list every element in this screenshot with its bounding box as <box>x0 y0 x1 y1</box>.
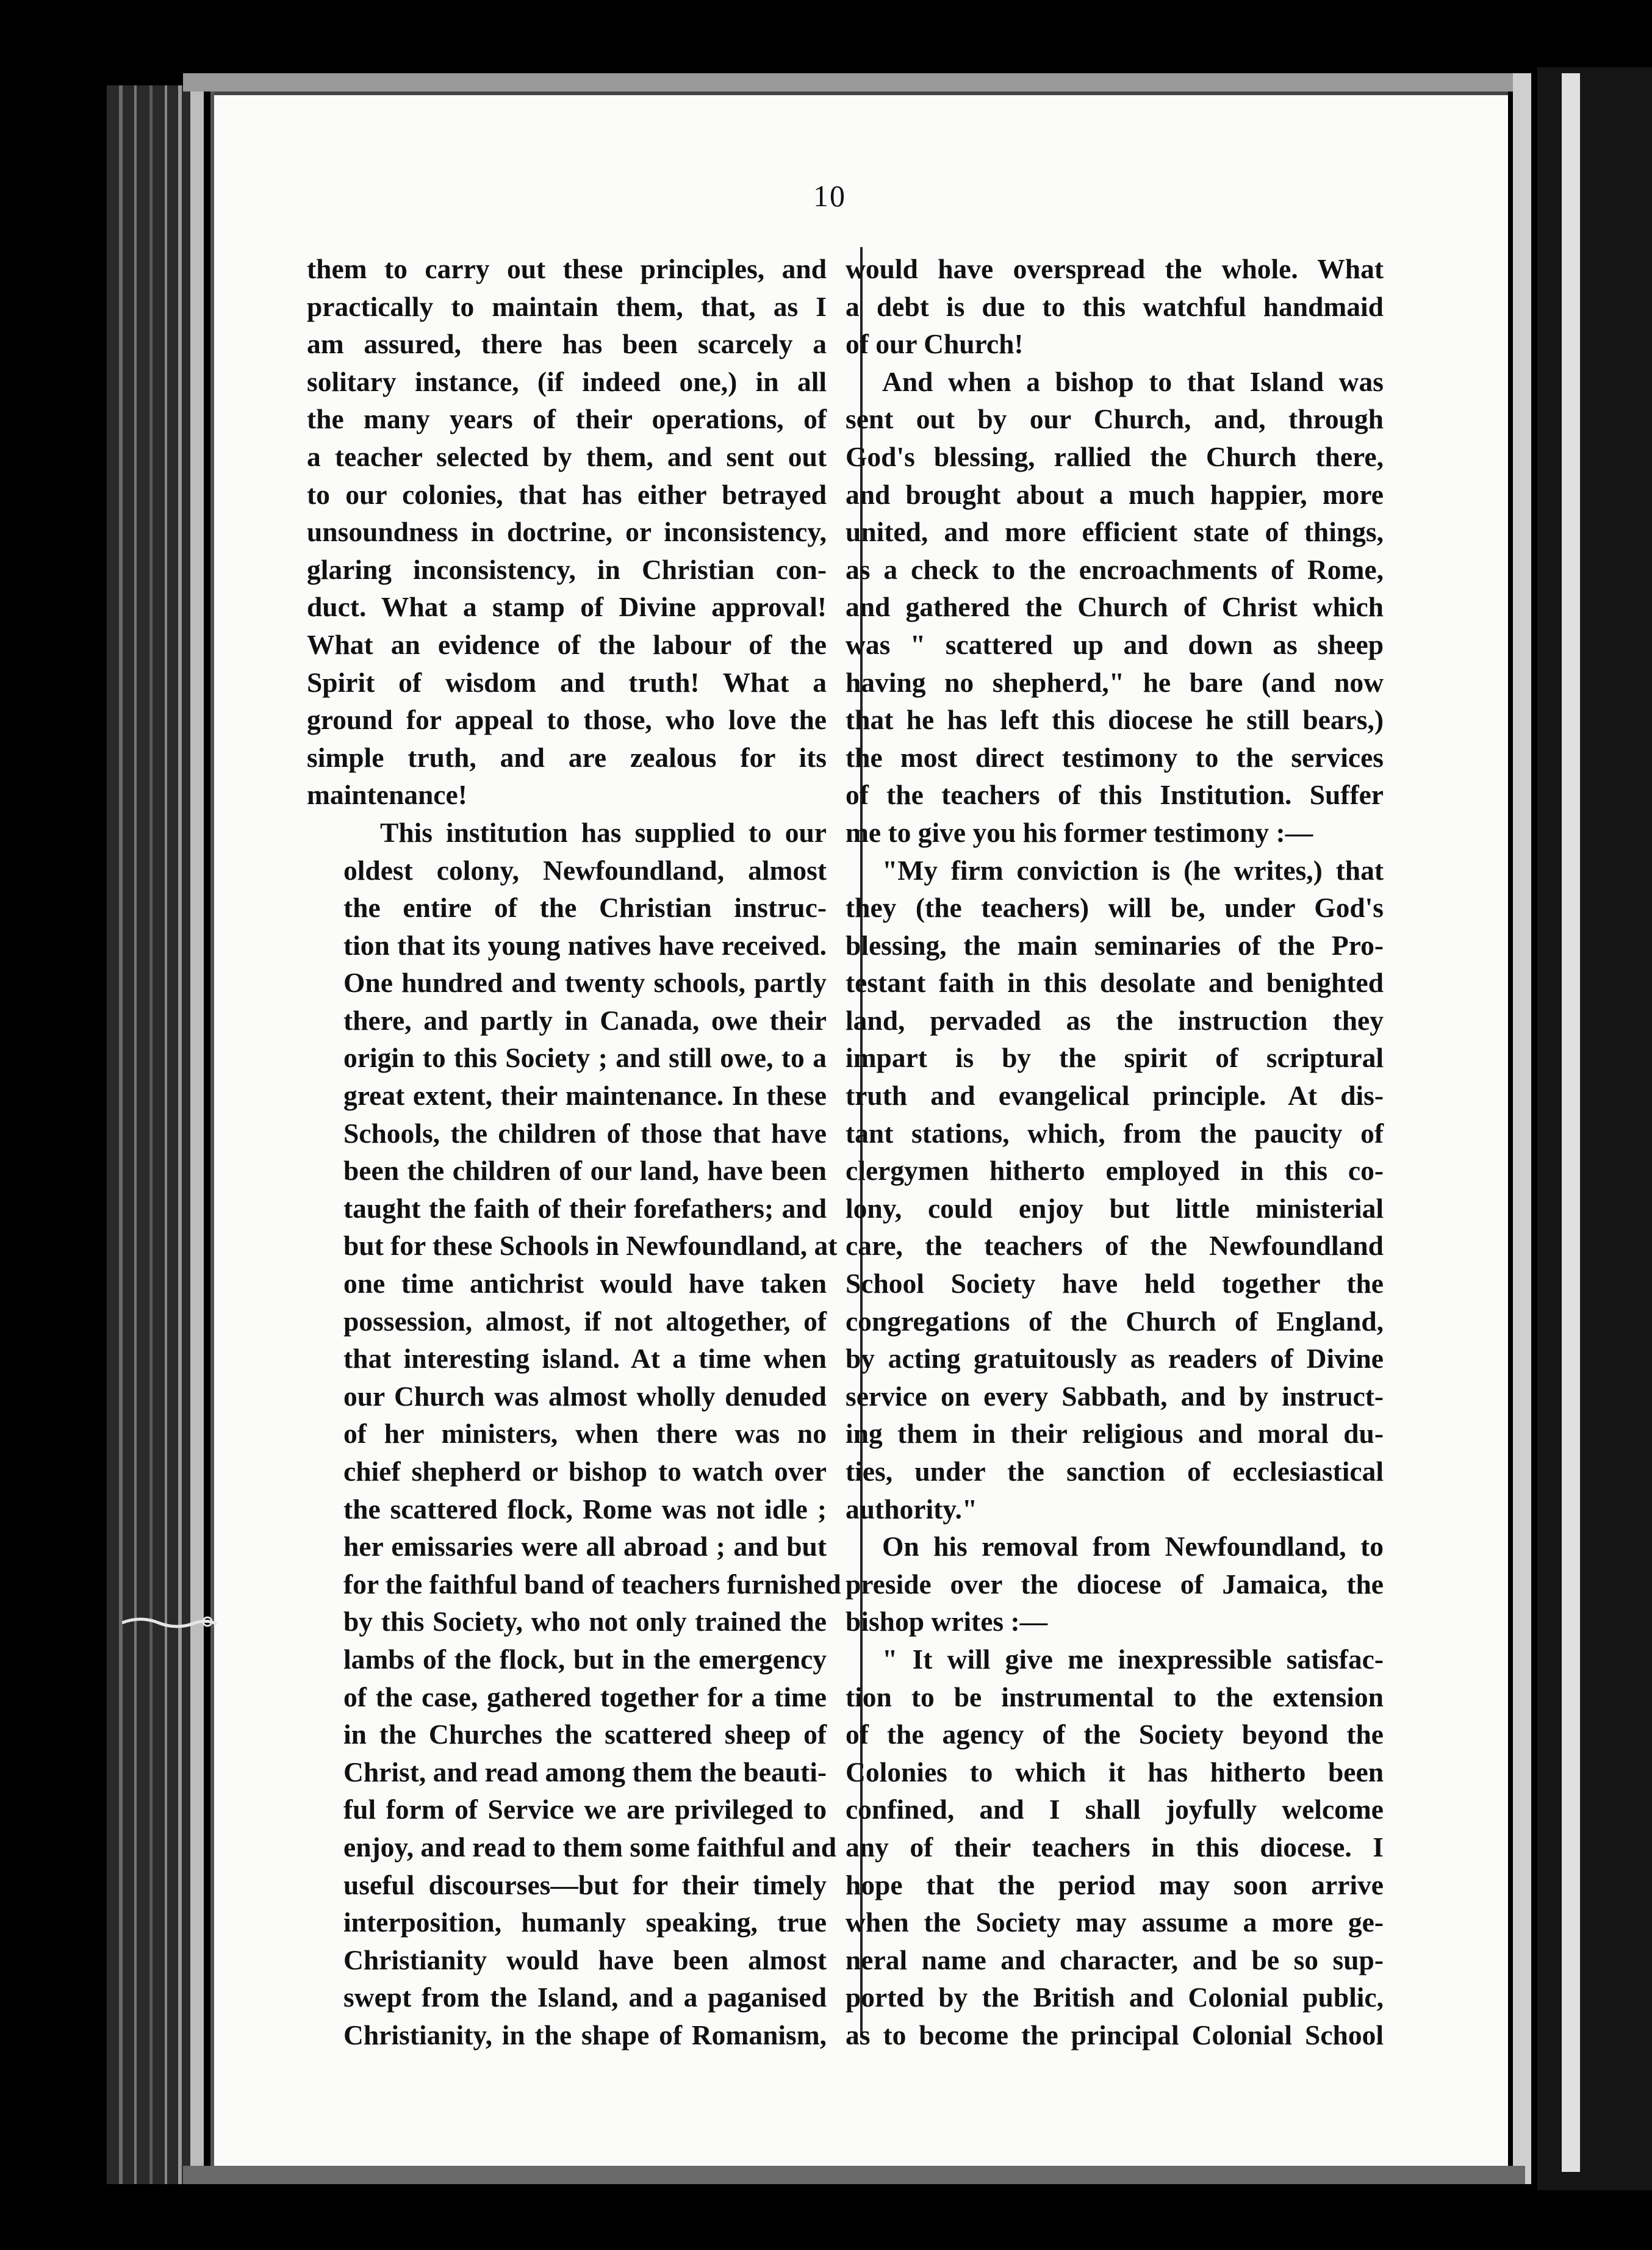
text-line: united, and more efficient state of things, <box>846 516 1384 548</box>
text-line: tant stations, which, from the paucity of <box>846 1117 1384 1149</box>
text-line: Spirit of wisdom and truth! What a <box>307 666 827 698</box>
paragraph <box>846 363 1384 852</box>
text-line: and gathered the Church of Christ which <box>846 591 1384 623</box>
text-line: Schools, the children of those that have <box>343 1117 827 1149</box>
text-line: possession, almost, if not altogether, of <box>343 1305 827 1337</box>
page-top-edge <box>183 73 1525 92</box>
text-line: any of their teachers in this diocese. I <box>846 1831 1384 1863</box>
text-line: neral name and character, and be so sup- <box>846 1944 1384 1975</box>
text-line: care, the teachers of the Newfoundland <box>846 1230 1384 1262</box>
text-line: land, pervaded as the instruction they <box>846 1004 1384 1036</box>
paragraph <box>846 1528 1384 1641</box>
text-line: of the case, gathered together for a time <box>343 1681 827 1713</box>
text-line: clergymen hitherto employed in this co- <box>846 1155 1384 1187</box>
text-line: our Church was almost wholly denuded <box>343 1380 827 1412</box>
text-line: glaring inconsistency, in Christian con- <box>307 553 827 585</box>
text-line: they (the teachers) will be, under God's <box>846 892 1384 924</box>
text-line: truth and evangelical principle. At dis- <box>846 1080 1384 1112</box>
text-line: to our colonies, that has either betrayed <box>307 478 827 510</box>
binding-thread-mark <box>122 1611 220 1635</box>
text-line: preside over the diocese of Jamaica, the <box>846 1568 1384 1600</box>
text-line: and brought about a much happier, more <box>846 478 1384 510</box>
facing-page-strip <box>1537 67 1652 2190</box>
text-line: me to give you his former testimony :— <box>846 816 1313 848</box>
right-text-column <box>846 250 1384 2054</box>
text-line: in the Churches the scattered sheep of <box>343 1719 827 1750</box>
text-line: And when a bishop to that Island was <box>882 365 1384 397</box>
text-line: One hundred and twenty schools, partly <box>343 967 827 999</box>
text-line: practically to maintain them, that, as I <box>307 290 827 322</box>
text-line: the many years of their operations, of <box>307 403 827 435</box>
left-text-column <box>307 250 841 2054</box>
paragraph <box>846 852 1384 1528</box>
text-line: as a check to the encroachments of Rome, <box>846 553 1384 585</box>
text-line: congregations of the Church of England, <box>846 1305 1384 1337</box>
text-line: service on every Sabbath, and by instruct- <box>846 1380 1384 1412</box>
text-line: taught the faith of their forefathers; and <box>343 1192 827 1224</box>
text-line: of our Church! <box>846 328 1024 360</box>
page-bottom-edge <box>183 2166 1525 2184</box>
page-number: 10 <box>813 179 846 213</box>
text-line: of her ministers, when there was no <box>343 1418 827 1450</box>
text-line: a teacher selected by them, and sent out <box>307 440 827 472</box>
text-line: that interesting island. At a time when <box>343 1343 827 1375</box>
text-line: maintenance! <box>307 779 467 811</box>
text-line: them to carry out these principles, and <box>307 253 827 284</box>
text-line: tion to be instrumental to the extension <box>846 1681 1384 1713</box>
text-line: her emissaries were all abroad ; and but <box>343 1531 827 1562</box>
text-line: confined, and I shall joyfully welcome <box>846 1794 1384 1825</box>
text-line: unsoundness in doctrine, or inconsistency, <box>307 516 827 548</box>
text-line: duct. What a stamp of Divine approval! <box>307 591 827 623</box>
text-line: oldest colony, Newfoundland, almost <box>343 854 827 886</box>
text-line: as to become the principal Colonial School <box>846 2019 1384 2051</box>
text-line: tion that its young natives have received. <box>343 929 827 961</box>
text-line: the scattered flock, Rome was not idle ; <box>343 1493 827 1525</box>
text-line: ties, under the sanction of ecclesiastical <box>846 1456 1384 1487</box>
text-line: by this Society, who not only trained the <box>343 1606 827 1637</box>
text-line: testant faith in this desolate and benighted <box>846 967 1384 999</box>
text-line: when the Society may assume a more ge- <box>846 1907 1384 1938</box>
text-line: by acting gratuitously as readers of Divine <box>846 1343 1384 1375</box>
text-line: enjoy, and read to them some faithful and <box>343 1831 837 1863</box>
text-line: am assured, there has been scarcely a <box>307 328 827 360</box>
text-line: On his removal from Newfoundland, to <box>882 1531 1384 1562</box>
text-line: ported by the British and Colonial public, <box>846 1982 1384 2013</box>
text-line: This institution has supplied to our <box>380 816 827 848</box>
text-line: chief shepherd or bishop to watch over <box>343 1456 827 1487</box>
text-line: lambs of the flock, but in the emergency <box>343 1643 827 1675</box>
text-line: there, and partly in Canada, owe their <box>343 1004 827 1036</box>
text-line: hope that the period may soon arrive <box>846 1869 1384 1900</box>
text-line: God's blessing, rallied the Church there, <box>846 440 1384 472</box>
text-line: of the agency of the Society beyond the <box>846 1719 1384 1750</box>
text-line: one time antichrist would have taken <box>343 1268 827 1299</box>
text-line: swept from the Island, and a paganised <box>343 1982 827 2013</box>
paragraph <box>846 1641 1384 2054</box>
text-line: the entire of the Christian instruc- <box>343 892 827 924</box>
text-line: " It will give me inexpressible satisfac- <box>882 1643 1384 1675</box>
text-line: would have overspread the whole. What <box>846 253 1384 284</box>
text-line: ful form of Service we are privileged to <box>343 1794 827 1825</box>
text-line: the most direct testimony to the services <box>846 741 1384 773</box>
text-line: authority." <box>846 1493 978 1525</box>
text-line: having no shepherd," he bare (and now <box>846 666 1384 698</box>
text-line: Christianity would have been almost <box>343 1944 827 1975</box>
text-line: ground for appeal to those, who love the <box>307 704 827 736</box>
text-line: was " scattered up and down as sheep <box>846 628 1384 660</box>
paragraph <box>307 814 841 2054</box>
text-line: ing them in their religious and moral du- <box>846 1418 1384 1450</box>
text-line: of the teachers of this Institution. Suffer <box>846 779 1384 811</box>
text-line: great extent, their maintenance. In these <box>343 1080 827 1112</box>
text-line: simple truth, and are zealous for its <box>307 741 827 773</box>
text-line: Colonies to which it has hitherto been <box>846 1756 1384 1788</box>
text-line: useful discourses—but for their timely <box>343 1869 827 1900</box>
page-right-edge <box>1513 73 1531 2184</box>
text-line: lony, could enjoy but little ministerial <box>846 1192 1384 1224</box>
text-line: been the children of our land, have been <box>343 1155 827 1187</box>
text-line: solitary instance, (if indeed one,) in all <box>307 365 827 397</box>
text-line: "My firm conviction is (he writes,) that <box>882 854 1384 886</box>
text-line: interposition, humanly speaking, true <box>343 1907 827 1938</box>
text-line: for the faithful band of teachers furnished <box>343 1568 841 1600</box>
text-line: blessing, the main seminaries of the Pro- <box>846 929 1384 961</box>
text-line: School Society have held together the <box>846 1268 1384 1299</box>
text-line: a debt is due to this watchful handmaid <box>846 290 1384 322</box>
text-line: impart is by the spirit of scriptural <box>846 1042 1384 1074</box>
text-line: but for these Schools in Newfoundland, at <box>343 1230 838 1262</box>
text-line: sent out by our Church, and, through <box>846 403 1384 435</box>
text-line: Christianity, in the shape of Romanism, <box>343 2019 827 2051</box>
text-line: origin to this Society ; and still owe, to a <box>343 1042 827 1074</box>
text-line: that he has left this diocese he still bears,) <box>846 704 1384 736</box>
text-line: What an evidence of the labour of the <box>307 628 827 660</box>
paragraph <box>846 250 1384 363</box>
paragraph <box>307 250 827 814</box>
text-line: Christ, and read among them the beauti- <box>343 1756 827 1788</box>
text-line: bishop writes :— <box>846 1606 1048 1637</box>
